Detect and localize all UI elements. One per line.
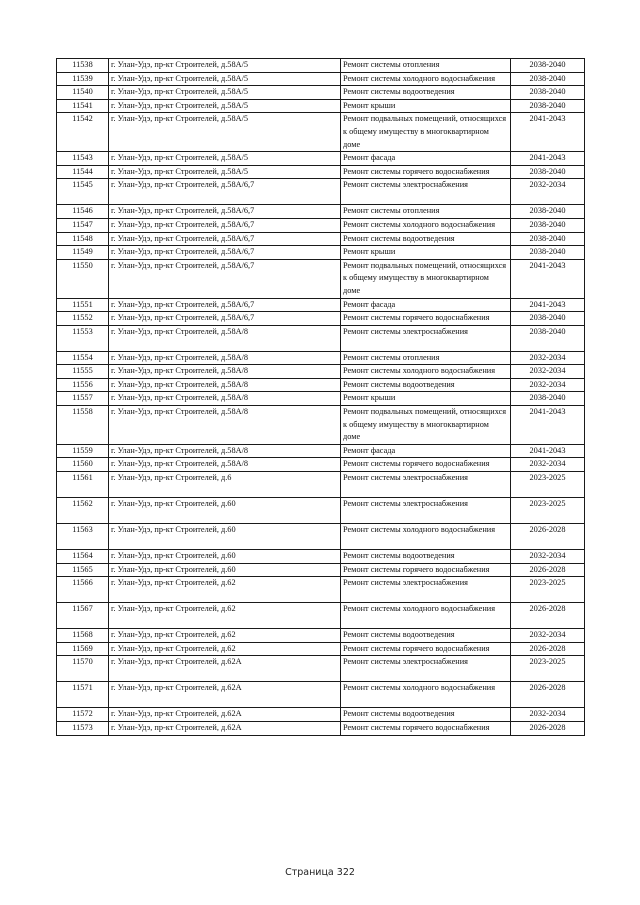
table-row <box>57 59 585 73</box>
repair-work-type: Ремонт системы горячего водоснабжения <box>341 458 511 472</box>
building-address: г. Улан-Удэ, пр-кт Строителей, д.58А/6,7 <box>109 312 341 326</box>
row-number: 11555 <box>57 365 109 379</box>
building-address: г. Улан-Удэ, пр-кт Строителей, д.62А <box>109 682 341 708</box>
repair-work-type: Ремонт крыши <box>341 246 511 260</box>
row-number: 11557 <box>57 392 109 406</box>
row-number: 11546 <box>57 205 109 219</box>
row-number: 11548 <box>57 232 109 246</box>
repair-work-type: Ремонт системы отопления <box>341 351 511 365</box>
row-number: 11542 <box>57 113 109 152</box>
repair-work-type: Ремонт системы электроснабжения <box>341 325 511 351</box>
repair-period: 2041-2043 <box>511 444 585 458</box>
building-address: г. Улан-Удэ, пр-кт Строителей, д.58А/8 <box>109 325 341 351</box>
table-row <box>57 365 585 379</box>
repair-work-type: Ремонт фасада <box>341 298 511 312</box>
repair-work-type: Ремонт системы отопления <box>341 205 511 219</box>
building-address: г. Улан-Удэ, пр-кт Строителей, д.60 <box>109 563 341 577</box>
row-number: 11563 <box>57 524 109 550</box>
row-number: 11571 <box>57 682 109 708</box>
repair-period: 2038-2040 <box>511 232 585 246</box>
table-row <box>57 152 585 166</box>
repair-work-type: Ремонт системы водоотведения <box>341 378 511 392</box>
table-row <box>57 72 585 86</box>
repair-period: 2041-2043 <box>511 259 585 298</box>
row-number: 11573 <box>57 722 109 736</box>
repair-work-type: Ремонт крыши <box>341 392 511 406</box>
repair-work-type: Ремонт системы электроснабжения <box>341 179 511 205</box>
repair-period: 2038-2040 <box>511 165 585 179</box>
repair-work-type: Ремонт подвальных помещений, относящихся к общему имуществу в многоквартирном доме <box>341 113 511 152</box>
row-number: 11552 <box>57 312 109 326</box>
building-address: г. Улан-Удэ, пр-кт Строителей, д.62 <box>109 629 341 643</box>
building-address: г. Улан-Удэ, пр-кт Строителей, д.62А <box>109 722 341 736</box>
row-number: 11541 <box>57 99 109 113</box>
row-number: 11540 <box>57 86 109 100</box>
repair-work-type: Ремонт системы холодного водоснабжения <box>341 218 511 232</box>
repair-work-type: Ремонт системы холодного водоснабжения <box>341 524 511 550</box>
row-number: 11569 <box>57 642 109 656</box>
table-row <box>57 656 585 682</box>
row-number: 11549 <box>57 246 109 260</box>
repair-period: 2041-2043 <box>511 152 585 166</box>
building-address: г. Улан-Удэ, пр-кт Строителей, д.62 <box>109 642 341 656</box>
repair-period: 2023-2025 <box>511 577 585 603</box>
building-address: г. Улан-Удэ, пр-кт Строителей, д.58А/8 <box>109 406 341 445</box>
building-address: г. Улан-Удэ, пр-кт Строителей, д.60 <box>109 550 341 564</box>
building-address: г. Улан-Удэ, пр-кт Строителей, д.58А/8 <box>109 458 341 472</box>
building-address: г. Улан-Удэ, пр-кт Строителей, д.62 <box>109 603 341 629</box>
repair-period: 2032-2034 <box>511 351 585 365</box>
repair-period: 2032-2034 <box>511 179 585 205</box>
building-address: г. Улан-Удэ, пр-кт Строителей, д.58А/8 <box>109 378 341 392</box>
repair-period: 2038-2040 <box>511 218 585 232</box>
repair-period: 2041-2043 <box>511 113 585 152</box>
building-address: г. Улан-Удэ, пр-кт Строителей, д.58А/6,7 <box>109 205 341 219</box>
table-row <box>57 444 585 458</box>
table-row <box>57 708 585 722</box>
schedule-table-body <box>57 59 585 736</box>
table-row <box>57 259 585 298</box>
table-row <box>57 642 585 656</box>
row-number: 11572 <box>57 708 109 722</box>
repair-work-type: Ремонт системы холодного водоснабжения <box>341 682 511 708</box>
repair-work-type: Ремонт системы горячего водоснабжения <box>341 722 511 736</box>
repair-period: 2026-2028 <box>511 563 585 577</box>
repair-period: 2023-2025 <box>511 498 585 524</box>
table-row <box>57 232 585 246</box>
row-number: 11558 <box>57 406 109 445</box>
table-row <box>57 165 585 179</box>
table-row <box>57 378 585 392</box>
row-number: 11543 <box>57 152 109 166</box>
repair-work-type: Ремонт фасада <box>341 444 511 458</box>
building-address: г. Улан-Удэ, пр-кт Строителей, д.58А/6,7 <box>109 179 341 205</box>
repair-period: 2038-2040 <box>511 72 585 86</box>
repair-period: 2032-2034 <box>511 378 585 392</box>
table-row <box>57 722 585 736</box>
table-row <box>57 205 585 219</box>
repair-period: 2032-2034 <box>511 550 585 564</box>
repair-period: 2026-2028 <box>511 682 585 708</box>
building-address: г. Улан-Удэ, пр-кт Строителей, д.58А/6,7 <box>109 298 341 312</box>
building-address: г. Улан-Удэ, пр-кт Строителей, д.58А/8 <box>109 392 341 406</box>
row-number: 11547 <box>57 218 109 232</box>
row-number: 11556 <box>57 378 109 392</box>
table-row <box>57 603 585 629</box>
building-address: г. Улан-Удэ, пр-кт Строителей, д.60 <box>109 498 341 524</box>
building-address: г. Улан-Удэ, пр-кт Строителей, д.58А/6,7 <box>109 218 341 232</box>
row-number: 11539 <box>57 72 109 86</box>
building-address: г. Улан-Удэ, пр-кт Строителей, д.58А/6,7 <box>109 246 341 260</box>
row-number: 11560 <box>57 458 109 472</box>
table-row <box>57 392 585 406</box>
repair-work-type: Ремонт системы водоотведения <box>341 629 511 643</box>
table-row <box>57 682 585 708</box>
table-row <box>57 351 585 365</box>
table-row <box>57 86 585 100</box>
repair-work-type: Ремонт системы электроснабжения <box>341 472 511 498</box>
repair-period: 2026-2028 <box>511 722 585 736</box>
repair-schedule-table <box>56 58 585 736</box>
repair-work-type: Ремонт системы холодного водоснабжения <box>341 603 511 629</box>
repair-work-type: Ремонт системы водоотведения <box>341 86 511 100</box>
row-number: 11562 <box>57 498 109 524</box>
row-number: 11561 <box>57 472 109 498</box>
repair-period: 2026-2028 <box>511 524 585 550</box>
table-row <box>57 99 585 113</box>
repair-period: 2038-2040 <box>511 392 585 406</box>
repair-period: 2038-2040 <box>511 99 585 113</box>
building-address: г. Улан-Удэ, пр-кт Строителей, д.58А/5 <box>109 59 341 73</box>
table-row <box>57 298 585 312</box>
row-number: 11559 <box>57 444 109 458</box>
table-row <box>57 458 585 472</box>
table-row <box>57 325 585 351</box>
repair-work-type: Ремонт системы горячего водоснабжения <box>341 312 511 326</box>
building-address: г. Улан-Удэ, пр-кт Строителей, д.60 <box>109 524 341 550</box>
table-row <box>57 179 585 205</box>
building-address: г. Улан-Удэ, пр-кт Строителей, д.62А <box>109 708 341 722</box>
row-number: 11545 <box>57 179 109 205</box>
repair-work-type: Ремонт системы водоотведения <box>341 708 511 722</box>
table-row <box>57 113 585 152</box>
building-address: г. Улан-Удэ, пр-кт Строителей, д.62 <box>109 577 341 603</box>
row-number: 11566 <box>57 577 109 603</box>
table-row <box>57 550 585 564</box>
repair-work-type: Ремонт системы водоотведения <box>341 550 511 564</box>
table-row <box>57 577 585 603</box>
table-row <box>57 312 585 326</box>
row-number: 11553 <box>57 325 109 351</box>
row-number: 11565 <box>57 563 109 577</box>
table-row <box>57 563 585 577</box>
repair-work-type: Ремонт подвальных помещений, относящихся к общему имуществу в многоквартирном доме <box>341 406 511 445</box>
repair-work-type: Ремонт системы электроснабжения <box>341 577 511 603</box>
repair-period: 2038-2040 <box>511 312 585 326</box>
repair-work-type: Ремонт системы водоотведения <box>341 232 511 246</box>
repair-period: 2023-2025 <box>511 472 585 498</box>
repair-period: 2038-2040 <box>511 59 585 73</box>
repair-work-type: Ремонт фасада <box>341 152 511 166</box>
repair-period: 2032-2034 <box>511 629 585 643</box>
row-number: 11567 <box>57 603 109 629</box>
building-address: г. Улан-Удэ, пр-кт Строителей, д.62А <box>109 656 341 682</box>
repair-period: 2038-2040 <box>511 325 585 351</box>
repair-period: 2023-2025 <box>511 656 585 682</box>
row-number: 11544 <box>57 165 109 179</box>
repair-period: 2041-2043 <box>511 406 585 445</box>
table-row <box>57 498 585 524</box>
repair-work-type: Ремонт системы электроснабжения <box>341 656 511 682</box>
building-address: г. Улан-Удэ, пр-кт Строителей, д.58А/6,7 <box>109 259 341 298</box>
table-row <box>57 472 585 498</box>
row-number: 11554 <box>57 351 109 365</box>
table-row <box>57 524 585 550</box>
repair-period: 2026-2028 <box>511 642 585 656</box>
row-number: 11551 <box>57 298 109 312</box>
building-address: г. Улан-Удэ, пр-кт Строителей, д.58А/5 <box>109 165 341 179</box>
page-number: Страница 322 <box>285 867 355 878</box>
table-row <box>57 406 585 445</box>
repair-work-type: Ремонт системы горячего водоснабжения <box>341 165 511 179</box>
building-address: г. Улан-Удэ, пр-кт Строителей, д.58А/6,7 <box>109 232 341 246</box>
repair-work-type: Ремонт подвальных помещений, относящихся к общему имуществу в многоквартирном доме <box>341 259 511 298</box>
row-number: 11538 <box>57 59 109 73</box>
repair-work-type: Ремонт системы горячего водоснабжения <box>341 563 511 577</box>
repair-period: 2038-2040 <box>511 205 585 219</box>
building-address: г. Улан-Удэ, пр-кт Строителей, д.58А/5 <box>109 86 341 100</box>
row-number: 11570 <box>57 656 109 682</box>
repair-work-type: Ремонт системы горячего водоснабжения <box>341 642 511 656</box>
row-number: 11564 <box>57 550 109 564</box>
repair-period: 2038-2040 <box>511 246 585 260</box>
repair-work-type: Ремонт системы отопления <box>341 59 511 73</box>
row-number: 11568 <box>57 629 109 643</box>
table-row <box>57 218 585 232</box>
repair-work-type: Ремонт системы холодного водоснабжения <box>341 365 511 379</box>
repair-period: 2032-2034 <box>511 365 585 379</box>
repair-period: 2038-2040 <box>511 86 585 100</box>
building-address: г. Улан-Удэ, пр-кт Строителей, д.58А/5 <box>109 113 341 152</box>
building-address: г. Улан-Удэ, пр-кт Строителей, д.58А/8 <box>109 351 341 365</box>
repair-period: 2026-2028 <box>511 603 585 629</box>
building-address: г. Улан-Удэ, пр-кт Строителей, д.58А/5 <box>109 152 341 166</box>
building-address: г. Улан-Удэ, пр-кт Строителей, д.58А/5 <box>109 72 341 86</box>
table-row <box>57 246 585 260</box>
repair-work-type: Ремонт крыши <box>341 99 511 113</box>
repair-period: 2032-2034 <box>511 708 585 722</box>
repair-work-type: Ремонт системы электроснабжения <box>341 498 511 524</box>
repair-work-type: Ремонт системы холодного водоснабжения <box>341 72 511 86</box>
building-address: г. Улан-Удэ, пр-кт Строителей, д.6 <box>109 472 341 498</box>
repair-period: 2032-2034 <box>511 458 585 472</box>
building-address: г. Улан-Удэ, пр-кт Строителей, д.58А/8 <box>109 365 341 379</box>
building-address: г. Улан-Удэ, пр-кт Строителей, д.58А/8 <box>109 444 341 458</box>
repair-period: 2041-2043 <box>511 298 585 312</box>
table-row <box>57 629 585 643</box>
row-number: 11550 <box>57 259 109 298</box>
building-address: г. Улан-Удэ, пр-кт Строителей, д.58А/5 <box>109 99 341 113</box>
